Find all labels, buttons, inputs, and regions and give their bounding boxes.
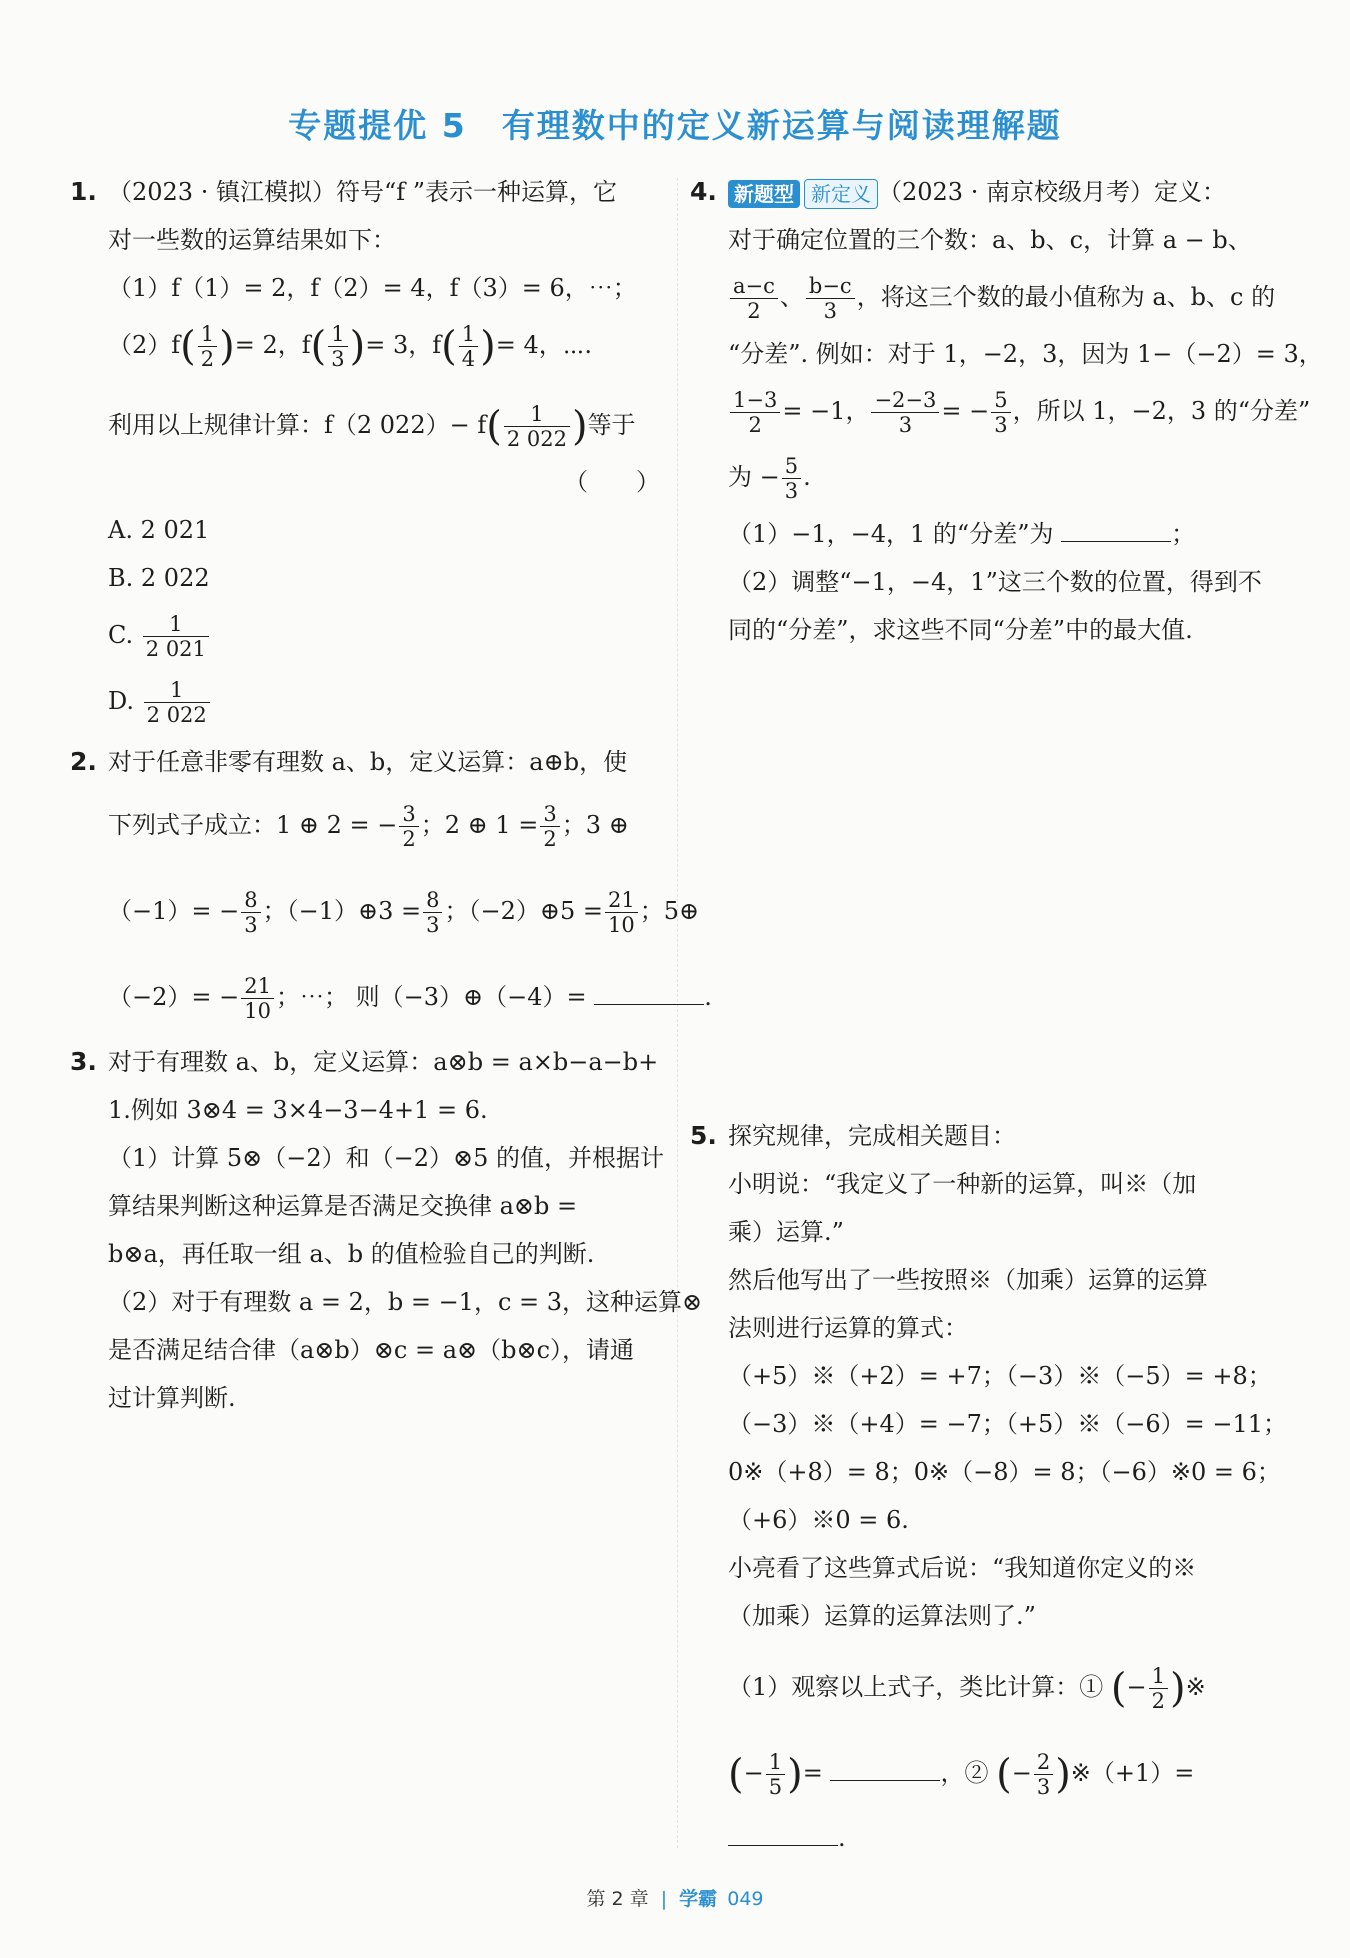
q2-text: ；（−2）⊕5 = <box>444 897 603 925</box>
q2-text: ；⋯； 则（−3）⊕（−4）= <box>275 983 587 1011</box>
q5-text: . <box>838 1824 846 1852</box>
q5-line-7: （−3）※（+4）= −7；（+5）※（−6）= −11； <box>728 1410 1288 1438</box>
chapter-label: 第 2 章 <box>586 1888 649 1910</box>
q2-line-2 <box>108 792 660 858</box>
paren-open: ( <box>310 323 327 370</box>
page-title: 专题提优 5 有理数中的定义新运算与阅读理解题 <box>288 106 1062 145</box>
fraction <box>241 974 274 1023</box>
numerator: 1 <box>504 402 570 427</box>
fraction <box>459 322 478 371</box>
answer-blank[interactable] <box>594 984 704 1005</box>
q2-line-3 <box>108 878 700 944</box>
q2-text: ；2 ⊕ 1 = <box>420 811 539 839</box>
q4-line-7 <box>728 510 1290 558</box>
option-c-label: C. <box>108 621 134 649</box>
numerator: 8 <box>423 888 442 913</box>
paren-close: ) <box>1055 1751 1071 1798</box>
answer-blank[interactable] <box>728 1825 838 1846</box>
fraction <box>1034 1750 1053 1799</box>
denominator: 2 <box>747 299 761 323</box>
fraction <box>241 888 260 937</box>
numerator: 1 <box>198 322 217 347</box>
q4-text: = −1， <box>782 397 870 425</box>
q1-text: （2）f <box>108 331 181 359</box>
fraction <box>144 678 210 727</box>
q5-line-2: 小明说：“我定义了一种新的运算，叫※（加 <box>728 1170 1197 1198</box>
q4-line-8: （2）调整“−1，−4，1”这三个数的位置，得到不 <box>728 568 1262 596</box>
paren-open: ( <box>1110 1665 1127 1712</box>
q2-text: ；3 ⊕ <box>561 811 629 839</box>
fraction <box>328 322 347 371</box>
q4-text: （1）−1，−4，1 的“分差”为 <box>728 520 1054 548</box>
numerator: 5 <box>782 454 801 479</box>
option-d <box>108 668 388 734</box>
fraction <box>806 274 855 323</box>
q2-text: ；5⊕ <box>639 897 700 925</box>
q5-text: ※（+1）= <box>1070 1759 1195 1787</box>
q4-text: = − <box>941 397 990 425</box>
denominator: 10 <box>607 913 635 937</box>
q1-line-4 <box>108 312 660 378</box>
fraction <box>504 402 570 451</box>
fraction <box>540 802 559 851</box>
fraction <box>730 274 778 323</box>
question-number: 5. <box>690 1121 717 1150</box>
q4-line-1 <box>728 168 1290 216</box>
q2-text: （−2）= − <box>108 983 240 1011</box>
numerator: 3 <box>540 802 559 827</box>
numerator: 3 <box>399 802 418 827</box>
denominator: 3 <box>244 913 258 937</box>
denominator: 2 022 <box>146 703 207 727</box>
q1-line-2: 对一些数的运算结果如下： <box>108 226 396 254</box>
paren-close: ) <box>219 323 235 370</box>
q4-text: ，将这三个数的最小值称为 a、b、c 的 <box>856 283 1276 311</box>
denominator: 3 <box>823 299 837 323</box>
q1-line-3: （1）f（1）= 2，f（2）= 4，f（3）= 6，⋯； <box>108 274 637 302</box>
q5-line-8: 0※（+8）= 8；0※（−8）= 8；（−6）※0 = 6； <box>728 1458 1281 1486</box>
q5-line-4: 然后他写出了一些按照※（加乘）运算的运算 <box>728 1266 1208 1294</box>
q5-line-13 <box>728 1740 1290 1806</box>
q2-line-1: 对于任意非零有理数 a、b，定义运算：a⊕b，使 <box>108 748 628 776</box>
denominator: 3 <box>784 479 799 503</box>
fraction <box>605 888 638 937</box>
numerator: b−c <box>806 274 855 299</box>
footer-separator: | <box>660 1888 668 1910</box>
numerator: 1 <box>766 1750 785 1775</box>
q1-text: = 3，f <box>365 331 442 359</box>
paren-close: ) <box>571 403 588 450</box>
paren-open: ( <box>180 323 196 370</box>
q2-line-4 <box>108 964 712 1030</box>
q4-line-3 <box>728 264 1290 330</box>
question-number: 4. <box>690 177 717 206</box>
numerator: a−c <box>730 274 778 299</box>
numerator: 5 <box>991 388 1010 413</box>
q4-text: （2023 · 南京校级月考）定义： <box>878 178 1226 206</box>
q4-text: . <box>803 463 811 491</box>
question-number: 2. <box>70 747 97 776</box>
option-d-label: D. <box>108 687 135 715</box>
question-2 <box>70 738 712 1030</box>
left-column <box>70 168 712 1422</box>
q3-line-3: （1）计算 5⊗（−2）和（−2）⊗5 的值，并根据计 <box>108 1144 665 1172</box>
q4-line-5 <box>728 378 1311 444</box>
q5-text: （1）观察以上式子，类比计算：① <box>728 1673 1104 1701</box>
q1-text: 利用以上规律计算：f（2 022）− f <box>108 411 487 439</box>
q3-line-1: 对于有理数 a、b，定义运算：a⊗b = a×b−a−b+ <box>108 1048 659 1076</box>
paren-close: ) <box>480 323 496 370</box>
fraction <box>399 802 418 851</box>
denominator: 2 <box>200 347 215 371</box>
numerator: −2−3 <box>871 388 939 413</box>
denominator: 2 022 <box>506 427 567 451</box>
paren-open: ( <box>486 403 502 450</box>
q1-text: = 4，⋯. <box>495 331 592 359</box>
denominator: 10 <box>244 999 271 1023</box>
q4-line-4: “分差”. 例如：对于 1，−2，3，因为 1−（−2）= 3， <box>728 340 1323 368</box>
paren-close: ) <box>1170 1665 1186 1712</box>
paren-open: ( <box>728 1751 744 1798</box>
denominator: 2 <box>402 827 416 851</box>
option-b: B. 2 022 <box>108 564 210 592</box>
q1-line-1: （2023 · 镇江模拟）符号“f ”表示一种运算，它 <box>108 178 618 206</box>
denominator: 2 <box>543 827 557 851</box>
q1-text: = 2，f <box>234 331 311 359</box>
fraction <box>198 322 217 371</box>
minus-sign: − <box>743 1759 764 1787</box>
denominator: 3 <box>331 347 345 371</box>
q1-text: 等于 <box>587 411 636 439</box>
options <box>108 506 660 734</box>
denominator: 3 <box>426 913 440 937</box>
q5-line-1: 探究规律，完成相关题目： <box>728 1122 1016 1150</box>
page-number: 049 <box>727 1888 764 1910</box>
q5-line-10: 小亮看了这些算式后说：“我知道你定义的※ <box>728 1554 1197 1582</box>
option-a: A. 2 021 <box>108 516 210 544</box>
question-1 <box>70 168 660 734</box>
numerator: 1 <box>1149 1664 1168 1689</box>
new-type-badge: 新题型 <box>728 180 800 208</box>
q3-line-2: 1.例如 3⊗4 = 3×4−3−4+1 = 6. <box>108 1096 488 1124</box>
fraction <box>423 888 442 937</box>
q3-line-6: （2）对于有理数 a = 2，b = −1，c = 3，这种运算⊗ <box>108 1288 703 1316</box>
denominator: 2 <box>1151 1689 1166 1713</box>
numerator: 1 <box>143 612 209 637</box>
q4-line-9: 同的“分差”，求这些不同“分差”中的最大值. <box>728 616 1193 644</box>
new-definition-badge: 新定义 <box>804 179 878 209</box>
q5-line-11: （加乘）运算的运算法则了.” <box>728 1602 1036 1630</box>
q1-line-5 <box>108 392 660 458</box>
q2-text: ；（−1）⊕3 = <box>262 897 422 925</box>
denominator: 4 <box>461 347 476 371</box>
numerator: 1 <box>144 678 210 703</box>
page-footer <box>0 1884 1350 1911</box>
q5-text: = <box>802 1759 823 1787</box>
fraction <box>730 388 780 437</box>
denominator: 3 <box>898 413 913 437</box>
q4-line-2: 对于确定位置的三个数：a、b、c，计算 a − b、 <box>728 226 1252 254</box>
paren-close: ) <box>349 323 366 370</box>
q3-line-7: 是否满足结合律（a⊗b）⊗c = a⊗（b⊗c），请通 <box>108 1336 635 1364</box>
fraction <box>143 612 209 661</box>
paren-open: ( <box>996 1751 1012 1798</box>
fraction <box>782 454 801 503</box>
fraction <box>871 388 939 437</box>
q4-text: ； <box>1171 520 1196 548</box>
fraction <box>991 388 1010 437</box>
q4-line-6 <box>728 444 1290 510</box>
q2-text: （−1）= − <box>108 897 240 925</box>
q4-text: 、 <box>779 283 804 311</box>
question-number: 1. <box>70 177 97 206</box>
numerator: 21 <box>605 888 638 913</box>
numerator: 8 <box>241 888 260 913</box>
paren-close: ) <box>787 1751 803 1798</box>
q5-line-14 <box>728 1814 1290 1862</box>
fraction <box>766 1750 785 1799</box>
q5-line-6: （+5）※（+2）= +7；（−3）※（−5）= +8； <box>728 1362 1272 1390</box>
question-5 <box>690 1112 1290 1862</box>
q5-text: ，② <box>940 1759 989 1787</box>
q3-line-4: 算结果判断这种运算是否满足交换律 a⊗b = <box>108 1192 578 1220</box>
minus-sign: − <box>1126 1673 1147 1701</box>
q5-line-9: （+6）※0 = 6. <box>728 1506 909 1534</box>
right-column <box>690 168 1323 654</box>
numerator: 1 <box>328 322 347 347</box>
numerator: 21 <box>241 974 274 999</box>
denominator: 3 <box>1036 1775 1051 1799</box>
minus-sign: − <box>1011 1759 1032 1787</box>
question-4 <box>690 168 1323 654</box>
q3-line-8: 过计算判断. <box>108 1384 236 1412</box>
answer-blank[interactable] <box>830 1760 940 1781</box>
q2-text: 下列式子成立：1 ⊕ 2 = − <box>108 811 398 839</box>
question-3 <box>70 1038 703 1422</box>
answer-blank[interactable] <box>1061 521 1171 542</box>
numerator: 2 <box>1034 1750 1053 1775</box>
column-divider <box>677 178 678 1848</box>
q4-text: 为 − <box>728 463 780 491</box>
numerator: 1−3 <box>730 388 780 413</box>
q5-line-5: 法则进行运算的算式： <box>728 1314 968 1342</box>
denominator: 2 <box>748 413 762 437</box>
q4-text: ，所以 1，−2，3 的“分差” <box>1012 397 1311 425</box>
question-number: 3. <box>70 1047 97 1076</box>
option-c <box>108 602 388 668</box>
fraction <box>1149 1664 1168 1713</box>
q3-line-5: b⊗a，再任取一组 a、b 的值检验自己的判断. <box>108 1240 595 1268</box>
q5-text: ※ <box>1185 1673 1206 1701</box>
denominator: 5 <box>768 1775 783 1799</box>
q5-line-3: 乘）运算.” <box>728 1218 844 1246</box>
answer-bracket: （ ） <box>564 468 660 496</box>
paren-open: ( <box>441 323 457 370</box>
q2-text: . <box>704 983 712 1011</box>
q5-line-12 <box>728 1654 1290 1720</box>
numerator: 1 <box>459 322 478 347</box>
brand-name: 学霸 <box>679 1888 718 1910</box>
question-5-container <box>690 1112 1290 1862</box>
denominator: 3 <box>994 413 1008 437</box>
denominator: 2 021 <box>145 637 206 661</box>
